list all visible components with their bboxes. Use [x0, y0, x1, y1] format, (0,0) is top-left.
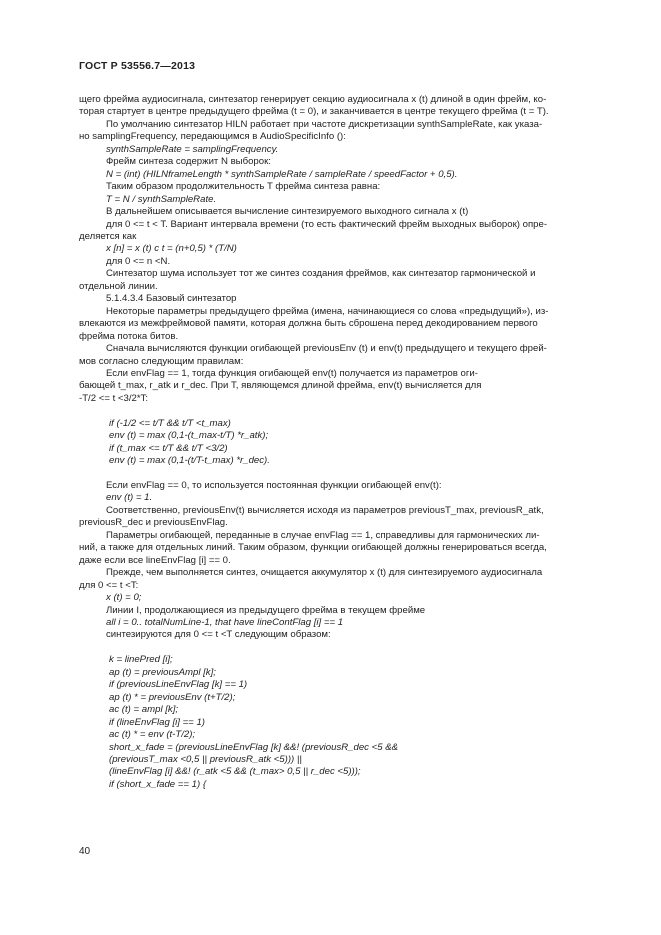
- spacer: [79, 468, 585, 480]
- code-line: ap (t) * = previousEnv (t+T/2);: [109, 691, 236, 703]
- paragraph-line: торая стартует в центре предыдущего фрейма (t = 0), и заканчивается в центре текущего фрейма (t = T).: [79, 106, 549, 118]
- paragraph-line: для 0 <= t < T. Вариант интервала времени (то есть фактический фрейм выходных выборок) опре-: [106, 218, 548, 230]
- spacer: [79, 642, 585, 654]
- code-line: k = linePred [i];: [109, 654, 173, 666]
- document-body: [79, 94, 585, 791]
- formula-line: env (t) = 1.: [106, 492, 153, 504]
- paragraph-line: отдельной линии.: [79, 280, 158, 292]
- paragraph-line: ний, а также для отдельных линий. Таким образом, функции огибающей должны генерироваться всегда,: [79, 542, 547, 554]
- code-line: (lineEnvFlag [i] &&! (r_atk <5 && (t_max> 0,5 || r_dec <5)));: [109, 766, 361, 778]
- paragraph-line: для 0 <= n <N.: [106, 255, 171, 267]
- formula-line: x (t) = 0;: [106, 592, 142, 604]
- paragraph-line: Если envFlag == 1, тогда функция огибающей env(t) получается из параметров оги-: [106, 367, 478, 379]
- code-line: ac (t) * = env (t-T/2);: [109, 729, 196, 741]
- paragraph-line: влекаются из межфреймовой памяти, которая должна быть сброшена перед декодированием первого: [79, 318, 538, 330]
- paragraph-line: даже если все lineEnvFlag [i] == 0.: [79, 554, 231, 566]
- paragraph-line: щего фрейма аудиосигнала, синтезатор генерирует секцию аудиосигнала x (t) длиной в один фрейм, ко-: [79, 94, 547, 105]
- formula-line: synthSampleRate = samplingFrequency.: [106, 143, 279, 155]
- paragraph-line: Сначала вычисляются функции огибающей previousEnv (t) и env(t) предыдущего и текущего фрей-: [106, 343, 547, 355]
- code-line: ac (t) = ampl [k];: [109, 704, 179, 716]
- code-line: ap (t) = previousAmpl [k];: [109, 666, 216, 678]
- code-line: short_x_fade = (previousLineEnvFlag [k] &&! (previousR_dec <5 &&: [109, 741, 399, 753]
- paragraph-line: Линии I, продолжающиеся из предыдущего фрейма в текущем фрейме: [106, 604, 426, 616]
- code-line: env (t) = max (0,1-(t_max-t/T) *r_atk);: [109, 430, 269, 442]
- formula-line: x [n] = x (t) c t = (n+0,5) * (T/N): [106, 243, 237, 255]
- paragraph-line: Некоторые параметры предыдущего фрейма (имена, начинающиеся со слова «предыдущий»), из-: [106, 305, 549, 317]
- formula-line: N = (int) (HILNframeLength * synthSampleRate / sampleRate / speedFactor + 0,5).: [106, 168, 458, 180]
- paragraph-line: Таким образом продолжительность T фрейма синтеза равна:: [106, 181, 381, 193]
- paragraph-line: фрейма потока битов.: [79, 330, 179, 342]
- paragraph-line: По умолчанию синтезатор HILN работает при частоте дискретизации synthSampleRate, как указа-: [106, 118, 543, 130]
- formula-line: T = N / synthSampleRate.: [106, 193, 217, 205]
- code-line: if (-1/2 <= t/T && t/T <t_max): [109, 417, 231, 429]
- paragraph-line: -T/2 <= t <3/2*T:: [79, 392, 149, 404]
- page-number: 40: [79, 846, 91, 857]
- paragraph-line: previousR_dec и previousEnvFlag.: [79, 517, 228, 529]
- paragraph-line: деляется как: [79, 230, 137, 242]
- code-line: if (short_x_fade == 1) {: [109, 778, 207, 790]
- spacer: [79, 405, 585, 417]
- paragraph-line: Если envFlag == 0, то используется постоянная функции огибающей env(t):: [106, 480, 442, 492]
- paragraph-line: но samplingFrequency, передающимся в AudioSpecificInfo ():: [79, 131, 346, 143]
- paragraph-line: Параметры огибающей, переданные в случае envFlag == 1, справедливы для гармонических ли-: [106, 529, 540, 541]
- paragraph-line: Синтезатор шума использует тот же синтез создания фреймов, как синтезатор гармонической и: [106, 268, 536, 280]
- code-line: (previousT_max <0,5 || previousR_atk <5))) ||: [109, 753, 302, 765]
- paragraph-line: бающей t_max, r_atk и r_dec. При T, являющемся длиной фрейма, env(t) вычисляется для: [79, 380, 482, 392]
- document-header: ГОСТ Р 53556.7—2013: [79, 60, 196, 72]
- code-line: env (t) = max (0,1-(t/T-t_max) *r_dec).: [109, 455, 270, 467]
- paragraph-line: мов согласно следующим правилам:: [79, 355, 244, 367]
- paragraph-line: для 0 <= t <T:: [79, 579, 139, 591]
- section-heading: 5.1.4.3.4 Базовый синтезатор: [106, 293, 237, 305]
- paragraph-line: синтезируются для 0 <= t <T следующим образом:: [106, 629, 331, 641]
- paragraph-line: Соответственно, previousEnv(t) вычисляется исходя из параметров previousT_max, previousR_atk,: [106, 504, 544, 516]
- paragraph-line: Фрейм синтеза содержит N выборок:: [106, 156, 271, 168]
- paragraph-line: В дальнейшем описывается вычисление синтезируемого выходного сигнала x (t): [106, 206, 469, 218]
- formula-line: all i = 0.. totalNumLine-1, that have lineContFlag [i] == 1: [106, 617, 344, 628]
- code-line: if (previousLineEnvFlag [k] == 1): [109, 679, 248, 691]
- paragraph-line: Прежде, чем выполняется синтез, очищается аккумулятор x (t) для синтезируемого аудиосигнала: [106, 567, 543, 579]
- code-line: if (lineEnvFlag [i] == 1): [109, 716, 205, 728]
- code-line: if (t_max <= t/T && t/T <3/2): [109, 442, 228, 454]
